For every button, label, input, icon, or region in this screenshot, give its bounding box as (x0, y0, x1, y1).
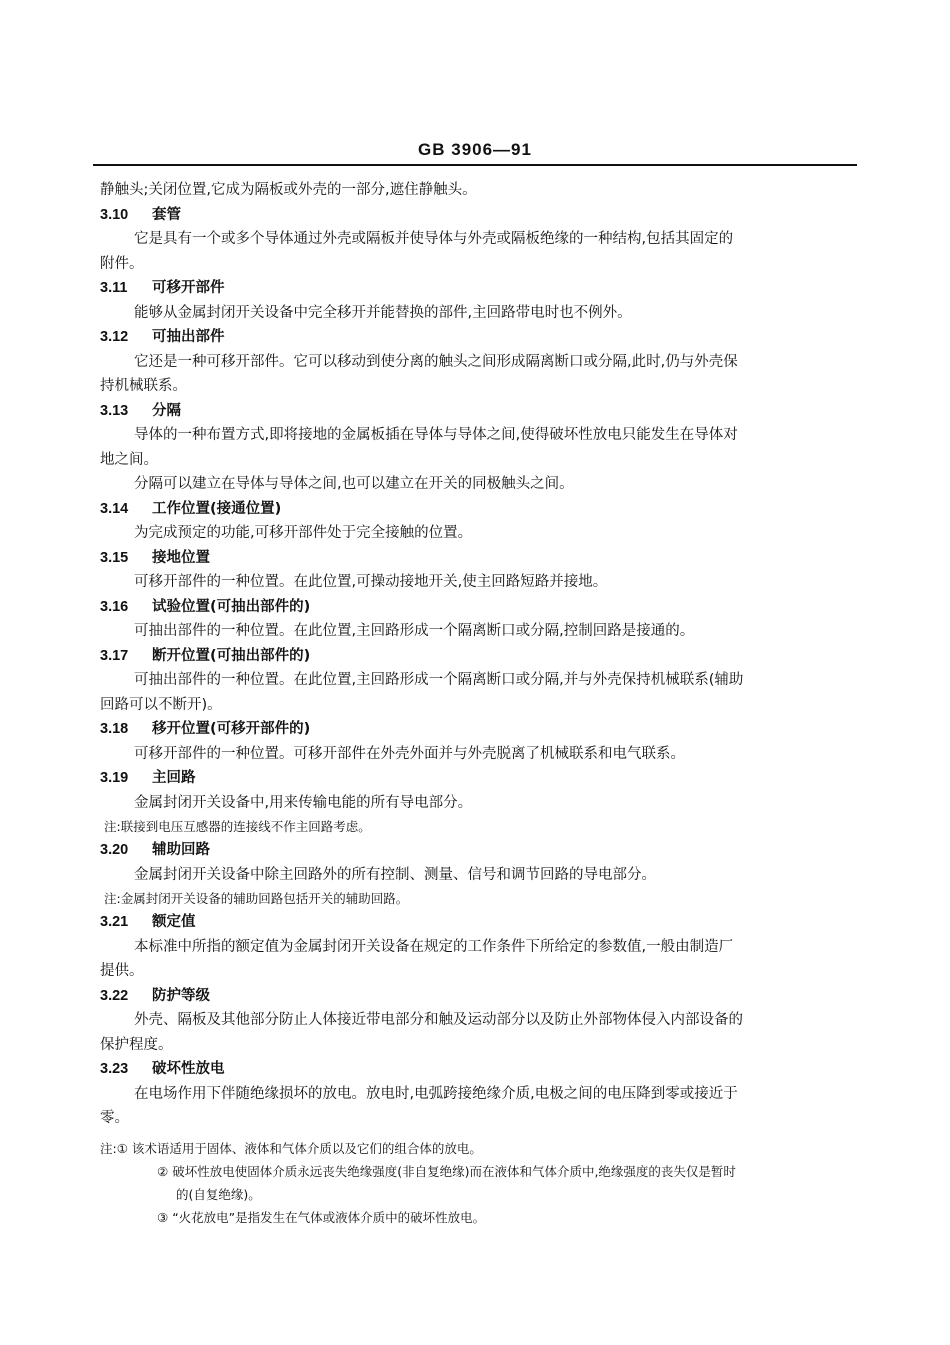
continuation-text: 静触头;关闭位置,它成为隔板或外壳的一部分,遮住静触头。 (100, 182, 477, 198)
section-term: 可移开部件 (152, 280, 225, 296)
section-heading (100, 838, 857, 863)
final-note-mark: ③ (157, 1209, 169, 1225)
section-number: 3.15 (100, 549, 129, 566)
section-text-line: 它是具有一个或多个导体通过外壳或隔板并使导体与外壳或隔板绝缘的一种结构,包括其固定的 (134, 231, 734, 247)
section-number: 3.18 (100, 721, 129, 737)
section-heading (100, 203, 857, 228)
section-number: 3.17 (100, 647, 129, 664)
final-note-mark: ① (116, 1140, 128, 1156)
section-term: 破坏性放电 (152, 1061, 225, 1077)
section-text-line: 零。 (100, 1110, 129, 1126)
section-text-line: 可移开部件的一种位置。可移开部件在外壳外面并与外壳脱离了机械联系和电气联系。 (134, 745, 685, 762)
section-number: 3.19 (100, 770, 129, 786)
section-text-line: 可抽出部件的一种位置。在此位置,主回路形成一个隔离断口或分隔,并与外壳保持机械联系(辅助 (134, 672, 744, 688)
final-note-item (100, 1160, 857, 1183)
page-header-title: GB 3906—91 (418, 140, 532, 159)
final-note-text: “火花放电”是指发生在气体或液体介质中的破坏性放电。 (172, 1209, 486, 1225)
section-term: 接地位置 (152, 549, 210, 566)
section-term: 主回路 (152, 770, 196, 786)
section-text-line: 可移开部件的一种位置。在此位置,可操动接地开关,使主回路短路并接地。 (134, 574, 608, 590)
document-body (100, 178, 857, 1229)
section-number: 3.14 (100, 500, 129, 517)
section-text-line: 导体的一种布置方式,即将接地的金属板插在导体与导体之间,使得破坏性放电只能发生在导体对 (134, 427, 738, 443)
section-heading (100, 325, 857, 350)
section-heading (100, 766, 857, 791)
section-text-line: 附件。 (100, 255, 144, 272)
section-heading (100, 399, 857, 424)
section-heading (100, 717, 857, 742)
section-term: 分隔 (152, 402, 181, 419)
section-note: 注:联接到电压互感器的连接线不作主回路考虑。 (104, 819, 371, 834)
section-number: 3.23 (100, 1061, 129, 1077)
section-text-line: 金属封闭开关设备中除主回路外的所有控制、测量、信号和调节回路的导电部分。 (134, 866, 656, 883)
final-note-text: 破坏性放电使固体介质永远丧失绝缘强度(非自复绝缘)而在液体和气体介质中,绝缘强度的丧失仅是暂时 (172, 1163, 736, 1179)
section-text-line: 回路可以不断开)。 (100, 696, 222, 713)
section-term: 工作位置(接通位置) (152, 500, 282, 517)
header-rule (93, 164, 857, 166)
section-heading (100, 644, 857, 669)
final-note-text-line: 的(自复绝缘)。 (176, 1186, 261, 1202)
section-text-line: 可抽出部件的一种位置。在此位置,主回路形成一个隔离断口或分隔,控制回路是接通的。 (134, 623, 695, 639)
section-text-line: 在电场作用下伴随绝缘损坏的放电。放电时,电弧跨接绝缘介质,电极之间的电压降到零或接近于 (134, 1085, 738, 1102)
section-text-line: 它还是一种可移开部件。它可以移动到使分离的触头之间形成隔离断口或分隔,此时,仍与外壳保 (134, 353, 738, 370)
section-heading (100, 910, 857, 935)
section-text-line: 分隔可以建立在导体与导体之间,也可以建立在开关的同极触头之间。 (134, 476, 574, 492)
section-heading (100, 1057, 857, 1082)
section-number: 3.12 (100, 329, 129, 345)
section-term: 套管 (152, 206, 181, 223)
section-number: 3.13 (100, 402, 129, 419)
section-heading (100, 595, 857, 620)
section-term: 可抽出部件 (152, 329, 225, 345)
section-number: 3.22 (100, 987, 129, 1004)
section-text-line: 提供。 (100, 963, 144, 979)
section-heading (100, 276, 857, 301)
section-term: 移开位置(可移开部件的) (152, 721, 311, 737)
section-term: 防护等级 (152, 987, 210, 1004)
section-term: 断开位置(可抽出部件的) (152, 647, 311, 664)
section-text-line: 保护程度。 (100, 1036, 173, 1053)
section-text-line: 持机械联系。 (100, 378, 187, 394)
section-heading (100, 497, 857, 522)
section-number: 3.21 (100, 914, 129, 930)
section-term: 试验位置(可抽出部件的) (152, 598, 311, 615)
final-note-mark: ② (157, 1163, 169, 1179)
final-note-label: 注: (100, 1140, 117, 1156)
section-term: 辅助回路 (152, 842, 210, 858)
section-text-line: 金属封闭开关设备中,用来传输电能的所有导电部分。 (134, 794, 473, 811)
section-number: 3.20 (100, 842, 129, 858)
section-text-line: 外壳、隔板及其他部分防止人体接近带电部分和触及运动部分以及防止外部物体侵入内部设备的 (134, 1012, 743, 1028)
section-text-line: 地之间。 (100, 451, 158, 468)
final-note-item (100, 1206, 857, 1229)
section-heading (100, 984, 857, 1009)
section-heading (100, 546, 857, 571)
section-text-line: 能够从金属封闭开关设备中完全移开并能替换的部件,主回路带电时也不例外。 (134, 304, 632, 321)
section-number: 3.10 (100, 206, 129, 223)
section-number: 3.16 (100, 598, 129, 615)
section-term: 额定值 (152, 914, 196, 930)
section-number: 3.11 (100, 280, 128, 296)
section-text-line: 为完成预定的功能,可移开部件处于完全接触的位置。 (134, 525, 473, 541)
section-text-line: 本标准中所指的额定值为金属封闭开关设备在规定的工作条件下所给定的参数值,一般由制造厂 (134, 938, 734, 955)
section-note: 注:金属封闭开关设备的辅助回路包括开关的辅助回路。 (104, 891, 409, 906)
final-note-text: 该术语适用于固体、液体和气体介质以及它们的组合体的放电。 (131, 1140, 482, 1156)
final-note-item (100, 1137, 857, 1160)
